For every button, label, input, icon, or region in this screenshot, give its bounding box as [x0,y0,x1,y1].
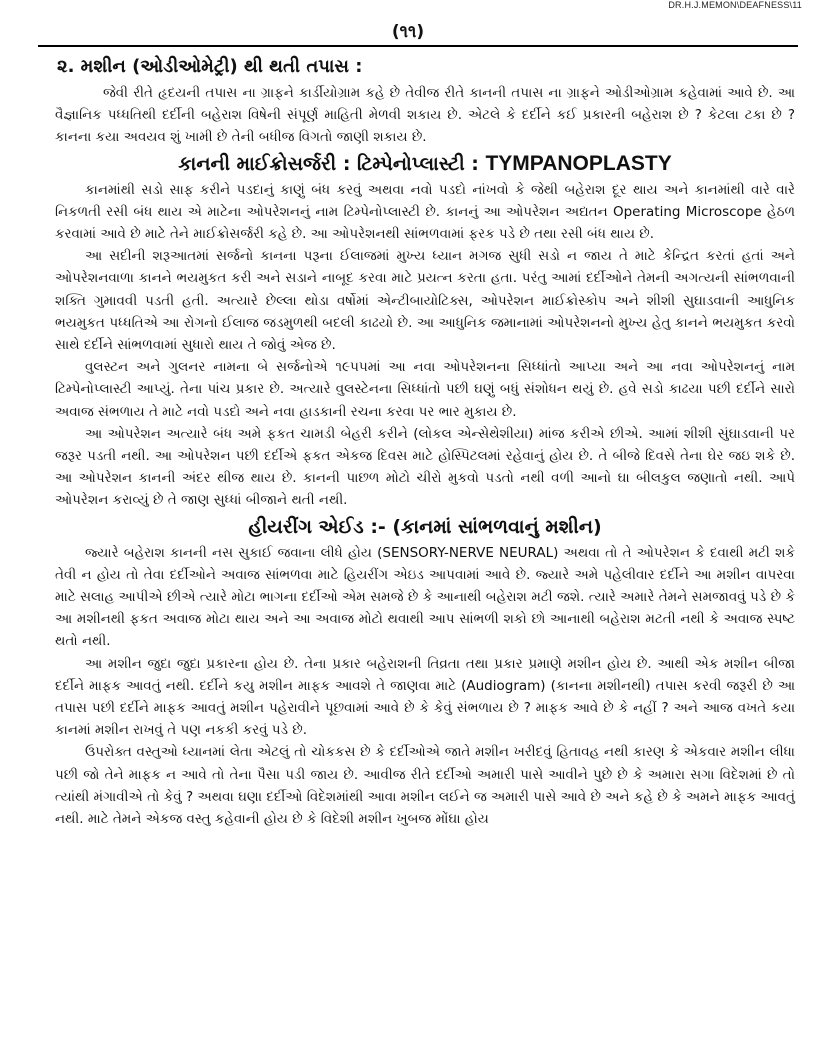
paragraph-hearing-aid-1: જ્યારે બહેરાશ કાનની નસ સુકાઈ જવાના લીધે હોય (SENSORY-NERVE NEURAL) અથવા તો તે ઓપરેશન કે દવાથી મટી શકે તેવી ન હોય તો તેવા દર્દીઓને અવાજ સાંભળવા માટે હિયરીંગ એઇડ આપવામાં આવે છે. જ્યારે અમે પહેલીવાર દર્દીને આ મશીન વાપરવા માટે સલાહ આપીએ છીએ ત્યારે મોટા ભાગના દર્દીઓ એમ સમજે છે કે આનાથી બહેરાશ મટી જશે. ત્યારે અમારે તેમને સમજાવવું પડે છે કે આ મશીનથી ફકત અવાજ મોટા થાય અને આ અવાજ મોટો થવાથી આપ સાંભળી શકો છો આનાથી બહેરાશ મટતી નથી કે અવાજ સ્પષ્ટ થતો નથી. [55,544,795,650]
paragraph-hearing-aid-2: આ મશીન જુદા જુદા પ્રકારના હોય છે. તેના પ્રકાર બહેરાશની તિવ્રતા તથા પ્રકાર પ્રમાણે મશીન હોય છે. આથી એક મશીન બીજા દર્દીને માફક આવતું નથી. દર્દીને કયુ મશીન માફક આવશે તે જાણવા માટે (Audiogram) (કાનના મશીનથી) તપાસ કરવી જરૂરી છે આ તપાસ પછી દર્દીને માફક આવતું મશીન પહેરાવીને પૂછવામાં આવે છે કે કેવું સંભળાય છે ? માફક આવે છે કે નહીં ? અને આજ વખતે કયા કાનમાં મશીન રાખવું તે પણ નકકી કરવું પડે છે. [55,655,795,739]
paragraph-audiometry: જેવી રીતે હૃદયની તપાસ ના ગ્રાફને કાર્ડીયોગ્રામ કહે છે તેવીજ રીતે કાનની તપાસ ના ગ્રાફને ઓડીઓગ્રામ કહેવામાં આવે છે. આ વૈજ્ઞાનિક પધ્ધતિથી દર્દીની બહેરાશ વિષેની સંપૂર્ણ માહિતી મેળવી શકાય છે. એટલે કે દર્દીને કઈ પ્રકારની બહેરાશ છે ? કેટલા ટકા છે ? કાનના કયા અવયવ શું ખામી છે તેની બધીજ વિગતો જાણી શકાય છે. [55,85,795,146]
paragraph-hearing-aid-3: ઉપરોક્ત વસ્તુઓ ધ્યાનમાં લેતા એટલું તો ચોકકસ છે કે દર્દીઓએ જાતે મશીન ખરીદવું હિતાવહ નથી કારણ કે એકવાર મશીન લીધા પછી જો તેને માફક ન આવે તો તેના પૈસા પડી જાય છે. આવીજ રીતે દર્દીઓ અમારી પાસે આવીને પુછે છે કે અમારા સગા વિદેશમાં છે તો ત્યાંથી મંગાવીએ તો કેવું ? અથવા ઘણા દર્દીઓ વિદેશમાંથી આવા મશીન લઈને જ અમારી પાસે આવે છે અને કહે છે કે અમને માફક આવતું નથી. માટે તેમને એકજ વસ્તુ કહેવાની હોય છે કે વિદેશી મશીન ખુબજ મોંઘા હોય [55,744,795,828]
running-header-path: DR.H.J.MEMON\DEAFNESS\11 [668,0,802,10]
section-title-audiometry: ૨. મશીન (ઓડીઓમેટ્રી) થી થતી તપાસ : [57,56,363,77]
heading-hearing-aid: હીયરીંગ એઈડ :- (કાનમાં સાંભળવાનું મશીન) [248,515,602,538]
page-number: (૧૧) [391,22,425,42]
paragraph-tympanoplasty-2: આ સદીની શરૂઆતમાં સર્જનો કાનના પરૂના ઈલાજમાં મુખ્ય ધ્યાન મગજ સુધી સડો ન જાય તે માટે કેન્દ્રિત કરતાં હતાં અને ઓપરેશનવાળા કાનને ભયમુકત કરી અને સડાને નાબૂદ કરવા માટે પ્રયત્ન કરતા હતા. પરંતુ આમાં દર્દીઓને તેમની અગત્યની સાંભળવાની શક્તિ ગુમાવવી પડતી હતી. અત્યારે છેલ્લા થોડા વર્ષોમાં એન્ટીબાયોટિક્સ, ઓપરેશન માઈક્રોસ્કોપ અને શીશી સુઘાડવાની આધુનિક ભયમુકત પધ્ધતિએ આ રોગનો ઈલાજ જડમુળથી બદલી કાઢયો છે. આ આધુનિક જમાનામાં ઓપરેશનનો મુખ્ય હેતુ કાનને ભયમુકત કરવો સાથે દર્દીને સાંભળવામાં સુધારો થાય તે જોવું એજ છે. [55,248,795,354]
header-divider [38,45,798,47]
heading-tympanoplasty-english: TYMPANOPLASTY [485,151,672,175]
paragraph-tympanoplasty-4: આ ઓપરેશન અત્યારે બંધ અમે ફકત ચામડી બેહરી કરીને (લોકલ એન્સેથેશીયા) માંજ કરીએ છીએ. આમાં શીશી સુંઘાડવાની પર જરૂર પડતી નથી. આ ઓપરેશન પછી દર્દીએ ફકત એકજ દિવસ માટે હોસ્પિટલમાં રહેવાનું હોય છે. તે બીજે દિવસે તેના ઘેર જઇ શકે છે. આ ઓપરેશન કાનની અંદર થીજ થાય છે. કાનની પાછળ મોટો ચીરો મુકવો પડતો નથી વળી આનો ઘા બીલકુલ જણાતો નથી. આપે ઓપરેશન કરાવ્યું છે તે જાણ સુધ્ધાં બીજાને થતી નથી. [55,425,795,509]
heading-tympanoplasty-gujarati: કાનની માઈક્રોસર્જરી : ટિમ્પેનોપ્લાસ્ટી : [178,152,486,175]
paragraph-tympanoplasty-1: કાનમાંથી સડો સાફ કરીને પડદાનું કાણું બંધ કરવું અથવા નવો પડદો નાંખવો કે જેથી બહેરાશ દૂર થાય અને કાનમાંથી વારે વારે નિકળતી રસી બંધ થાય એ માટેના ઓપરેશનનું નામ ટિમ્પેનોપ્લાસ્ટી છે. કાનનું આ ઓપરેશન અદ્યતન Operating Microscope હેઠળ કરવામાં આવે છે માટે તેને માઈક્રોસર્જરી કહે છે. આ ઓપરેશનથી સાંભળવામાં ફરક પડે છે તથા રસી બંધ થાય છે. [55,181,795,243]
page-body [55,52,795,830]
heading-tympanoplasty [55,149,795,179]
paragraph-tympanoplasty-3: વુલસ્ટન અને ગુલનર નામના બે સર્જનોએ ૧૯૫૫માં આ નવા ઓપરેશનના સિધ્ધાંતો આપ્યા અને આ નવા ઓપરેશનનું નામ ટિમ્પેનોપ્લાસ્ટી આપ્યું. તેના પાંચ પ્રકાર છે. અત્યારે વુલસ્ટેનના સિધ્ધાંતો પછી ઘણું બધું સંશોધન થયું છે. હવે સડો કાઢયા પછી દર્દીને સારો અવાજ સંભળાય તે માટે નવો પડદો અને નવા હાડકાની રચના કરવા પર ભાર મુકાય છે. [55,359,795,420]
